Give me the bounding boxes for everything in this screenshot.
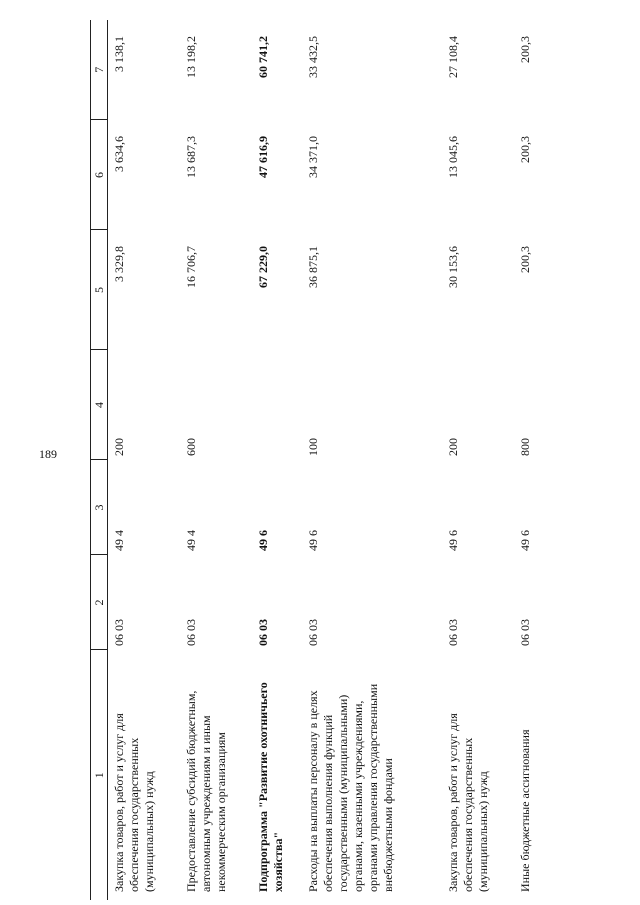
column-header: 5 <box>91 230 108 350</box>
row-value-cell: 3 634,6 <box>112 136 126 172</box>
row-value-cell: 49 6 <box>255 530 270 551</box>
row-value-cell: 200,3 <box>517 136 532 163</box>
table-row <box>514 20 554 900</box>
row-value-cell: 16 706,7 <box>183 246 198 288</box>
row-value-cell: 49 4 <box>183 530 198 551</box>
page-number: 189 <box>39 447 57 461</box>
row-value-cell: 200 <box>112 438 126 456</box>
row-value-cell: 3 329,8 <box>112 246 126 282</box>
row-value-cell: 100 <box>305 438 320 456</box>
row-value-cell: 13 687,3 <box>183 136 198 178</box>
row-name-cell: Предоставление субсидий бюджетным, автономным учреждениям и иным некоммерческим организациям <box>183 690 228 892</box>
row-value-cell: 49 6 <box>517 530 532 551</box>
row-value-cell: 27 108,4 <box>445 36 460 78</box>
column-header: 2 <box>91 555 108 650</box>
column-header: 6 <box>91 120 108 230</box>
row-value-cell: 800 <box>517 438 532 456</box>
row-value-cell: 600 <box>183 438 198 456</box>
row-value-cell: 33 432,5 <box>305 36 320 78</box>
row-value-cell: 200 <box>445 438 460 456</box>
table-row <box>442 20 514 900</box>
rotated-page <box>60 0 640 905</box>
row-name-cell: Подпрограмма "Развитие охотничьего хозяйства" <box>255 682 285 892</box>
row-value-cell: 49 4 <box>112 530 126 551</box>
row-value-cell: 13 198,2 <box>183 36 198 78</box>
row-value-cell: 06 03 <box>183 619 198 646</box>
row-value-cell <box>252 350 302 460</box>
column-header: 3 <box>91 460 108 555</box>
table-row <box>108 20 180 900</box>
row-value-cell: 67 229,0 <box>255 246 270 288</box>
row-value-cell: 06 03 <box>112 619 126 646</box>
row-value-cell: 06 03 <box>305 619 320 646</box>
row-value-cell: 30 153,6 <box>445 246 460 288</box>
row-value-cell: 49 6 <box>445 530 460 551</box>
row-value-cell: 200,3 <box>517 36 532 63</box>
row-name-cell: Закупка товаров, работ и услуг для обеспечения государственных (муниципальных) нужд <box>445 713 490 892</box>
table-body <box>108 20 554 900</box>
row-name-cell: Расходы на выплаты персоналу в целях обеспечения выполнения функций государственными (муниципальными) органами, казенными учреждениями, органами управления государственными внебюджетными фондами <box>305 683 395 892</box>
row-value-cell: 47 616,9 <box>255 136 270 178</box>
column-header: 4 <box>91 350 108 460</box>
row-value-cell: 36 875,1 <box>305 246 320 288</box>
row-value-cell: 3 138,1 <box>112 36 126 72</box>
table-row <box>180 20 252 900</box>
row-value-cell: 60 741,2 <box>255 36 270 78</box>
budget-table <box>90 20 554 900</box>
row-value-cell: 06 03 <box>445 619 460 646</box>
row-value-cell: 06 03 <box>517 619 532 646</box>
header-row <box>91 20 108 900</box>
table-row <box>252 20 302 900</box>
row-value-cell: 49 6 <box>305 530 320 551</box>
row-value-cell: 200,3 <box>517 246 532 273</box>
row-name-cell: Иные бюджетные ассигнования <box>517 729 532 892</box>
column-header: 7 <box>91 20 108 120</box>
column-header: 1 <box>91 650 108 900</box>
row-value-cell: 13 045,6 <box>445 136 460 178</box>
row-value-cell: 34 371,0 <box>305 136 320 178</box>
table-row <box>302 20 442 900</box>
row-name-cell: Закупка товаров, работ и услуг для обеспечения государственных (муниципальных) нужд <box>112 713 156 892</box>
row-value-cell: 06 03 <box>255 619 270 646</box>
